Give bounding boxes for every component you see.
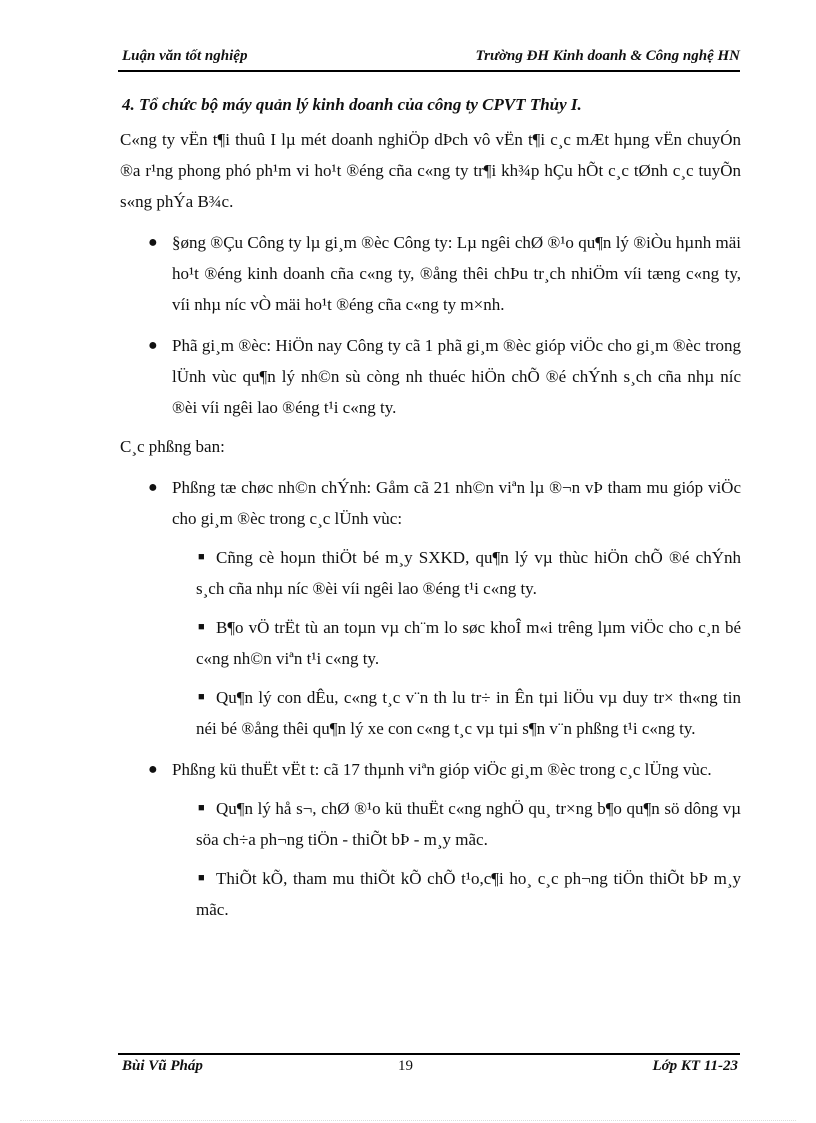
bullet-deputy-director: [120, 330, 741, 423]
bullet-text: Phßng tæ chøc nh©n chÝnh: Gåm cã 21 nh©n viªn lµ ®¬n vÞ tham mu gióp viÖc cho gi¸m ®èc trong c¸c lÜnh vùc:: [172, 478, 741, 528]
sub-item-text: Cñng cè hoµn thiÖt bé m¸y SXKD, qu¶n lý vµ thùc hiÖn chÕ ®é chÝnh s¸ch cña nhµ níc ®èi víi ngêi lao ®éng t¹i c«ng ty.: [196, 548, 741, 598]
intro-paragraph: C«ng ty vËn t¶i thuû I lµ mét doanh nghiÖp dÞch vô vËn t¶i c¸c mÆt hµng vËn chuyÓn ®a r¹ng phong phó ph¹m vi ho¹t ®éng cña c«ng ty tr¶i kh¾p hÇu hÕt c¸c tØnh c¸c tuyÕn s«ng phÝa B¾c.: [120, 130, 741, 211]
bullet-dot-icon: ●: [148, 479, 158, 496]
sub-item: [120, 542, 741, 604]
sub-item-text: Qu¶n lý con dÊu, c«ng t¸c v¨n th lu tr÷ in Ên tµi liÖu vµ duy tr× th«ng tin néi bé ®ång thêi qu¶n lý xe con c«ng t¸c vµ tµi s¶n v¨n phßng t¹i c«ng ty.: [196, 688, 741, 738]
header-thesis-label: Luận văn tốt nghiệp: [122, 48, 248, 64]
header-university: Trường ĐH Kinh doanh & Công nghệ HN: [475, 48, 740, 64]
bullet-text: Phßng kü thuËt vËt t: cã 17 thµnh viªn gióp viÖc gi¸m ®èc trong c¸c lÜng vùc.: [172, 760, 712, 779]
bullet-dot-icon: ●: [148, 761, 158, 778]
sub-item-text: Qu¶n lý hå s¬, chØ ®¹o kü thuËt c«ng nghÖ qu¸ tr×ng b¶o qu¶n sö dông vµ söa ch÷a ph¬ng tiÖn - thiÕt bÞ - m¸y mãc.: [196, 799, 741, 849]
page-number: 19: [398, 1058, 413, 1074]
footer-divider: [118, 1053, 740, 1055]
footer-author: Bùi Vũ Pháp: [122, 1058, 203, 1074]
bullet-dept-personnel: [120, 472, 741, 534]
bullet-text: §øng ®Çu Công ty lµ gi¸m ®èc Công ty: Lµ ngêi chØ ®¹o qu¶n lý ®iÒu hµnh mäi ho¹t ®éng kinh doanh cña c«ng ty, ®ång thêi chÞu tr¸ch nhiÖm víi tæng c«ng ty, víi nhµ níc vÒ mäi ho¹t ®éng cña c«ng ty m×nh.: [172, 233, 741, 314]
bullet-text: Phã gi¸m ®èc: HiÖn nay Công ty cã 1 phã gi¸m ®èc gióp viÖc cho gi¸m ®èc trong lÜnh vùc qu¶n lý nh©n sù còng nh thuéc hiÖn chÕ ®é chÝnh s¸ch cña nhµ níc ®èi víi ngêi lao ®éng t¹i c«ng ty.: [172, 336, 741, 417]
square-bullet-icon: ■: [198, 621, 205, 633]
page-edge-divider: [20, 1120, 796, 1121]
sub-item-text: B¶o vÖ trËt tù an toµn vµ ch¨m lo søc khoÎ m«i trêng lµm viÖc cho c¸n bé c«ng nh©n viªn t¹i c«ng ty.: [196, 618, 741, 668]
bullet-dot-icon: ●: [148, 337, 158, 354]
sub-item: [120, 863, 741, 925]
section-title: 4. Tổ chức bộ máy quản lý kinh doanh của công ty CPVT Thủy I.: [122, 95, 582, 114]
bullet-director: [120, 227, 741, 320]
square-bullet-icon: ■: [198, 551, 205, 563]
footer-class: Lớp KT 11-23: [652, 1058, 738, 1074]
sub-item: [120, 682, 741, 744]
sub-item: [120, 612, 741, 674]
sub-item-text: ThiÕt kÕ, tham mu thiÕt kÕ chÕ t¹o,c¶i ho¸ c¸c ph¬ng tiÖn thiÕt bÞ m¸y mãc.: [196, 869, 741, 919]
bullet-dot-icon: ●: [148, 234, 158, 251]
sub-item: [120, 793, 741, 855]
page-footer: [120, 1058, 740, 1080]
square-bullet-icon: ■: [198, 691, 205, 703]
bullet-dept-technical: [120, 754, 741, 785]
page-header: [120, 46, 740, 68]
departments-label: C¸c phßng ban:: [120, 437, 225, 456]
header-divider: [118, 70, 740, 72]
page-body: [120, 92, 741, 931]
square-bullet-icon: ■: [198, 872, 205, 884]
square-bullet-icon: ■: [198, 802, 205, 814]
